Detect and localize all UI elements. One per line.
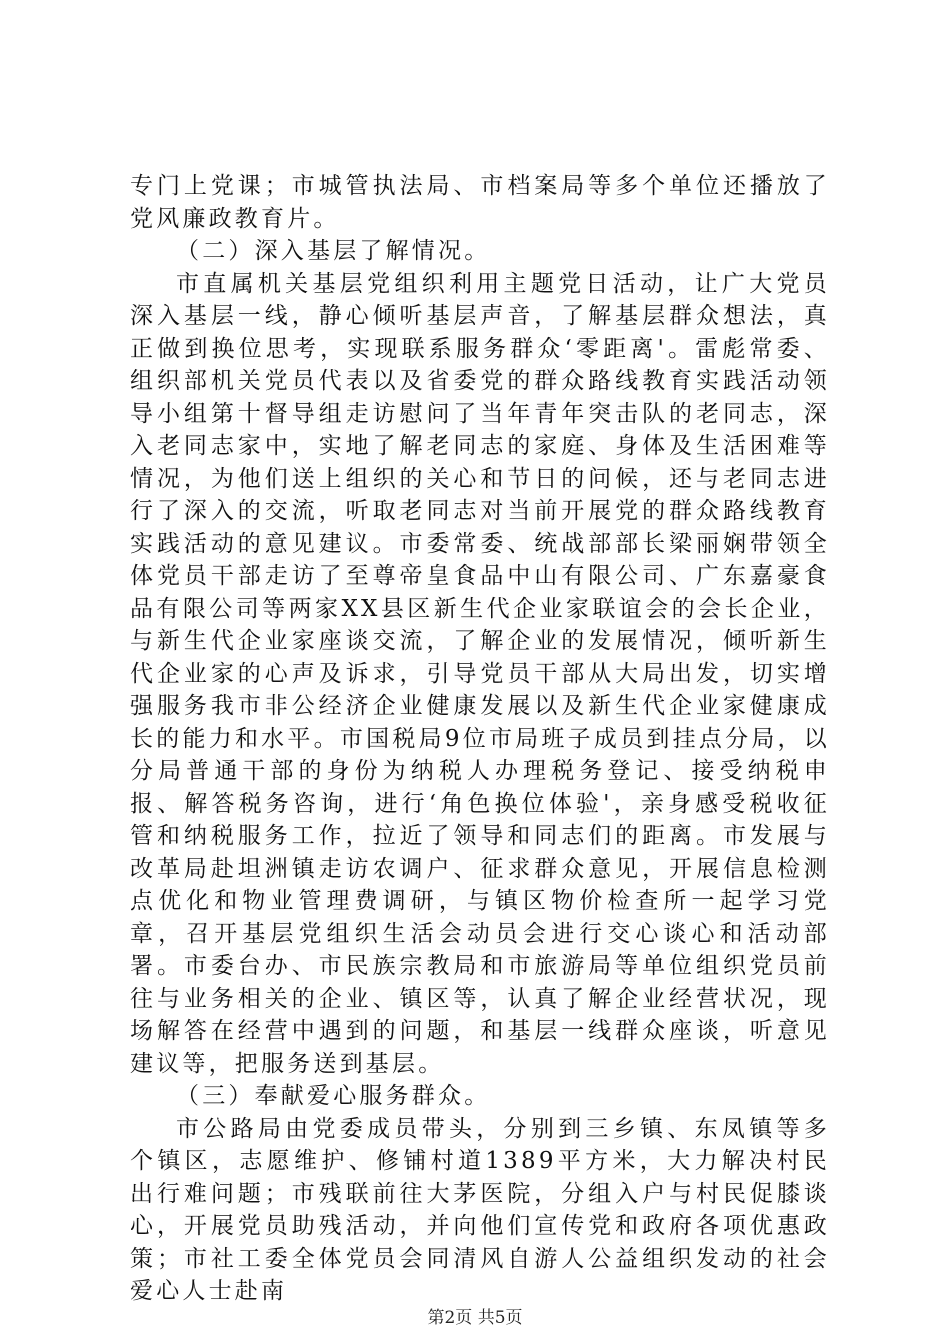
section-heading-2: （二）深入基层了解情况。 — [176, 238, 491, 264]
page-number-footer: 第2页 共5页 — [427, 1308, 523, 1328]
document-body — [130, 170, 830, 1308]
paragraph-2: 市直属机关基层党组织利用主题党日活动，让广大党员深入基层一线，静心倾听基层声音，了解基层群众想法，真正做到换位思考，实现联系服务群众‘零距离'。雷彪常委、组织部机关党员代表以及省委党的群众路线教育实践活动领导小组第十督导组走访慰问了当年青年突击队的老同志，深入老同志家中，实地了解老同志的家庭、身体及生活困难等情况，为他们送上组织的关心和节日的问候，还与老同志进行了深入的交流，听取老同志对当前开展党的群众路线教育实践活动的意见建议。市委常委、统战部部长梁丽娴带领全体党员干部走访了至尊帝皇食品中山有限公司、广东嘉豪食品有限公司等两家XX县区新生代企业家联谊会的会长企业，与新生代企业家座谈交流，了解企业的发展情况，倾听新生代企业家的心声及诉求，引导党员干部从大局出发，切实增强服务我市非公经济企业健康发展以及新生代企业家健康成长的能力和水平。市国税局9位市局班子成员到挂点分局，以分局普通干部的身份为纳税人办理税务登记、接受纳税申报、解答税务咨询，进行‘角色换位体验'，亲身感受税收征管和纳税服务工作，拉近了领导和同志们的距离。市发展与改革局赴坦洲镇走访农调户、征求群众意见，开展信息检测点优化和物业管理费调研，与镇区物价检查所一起学习党章，召开基层党组织生活会动员会进行交心谈心和活动部署。市委台办、市民族宗教局和市旅游局等单位组织党员前往与业务相关的企业、镇区等，认真了解企业经营状况，现场解答在经营中遇到的问题，和基层一线群众座谈，听意见建议等，把服务送到基层。 — [130, 270, 830, 1077]
section-heading-3: （三）奉献爱心服务群众。 — [176, 1083, 491, 1109]
paragraph-3: 市公路局由党委成员带头，分别到三乡镇、东凤镇等多个镇区，志愿维护、修铺村道1389平方米，大力解决村民出行难问题；市残联前往大茅医院，分组入户与村民促膝谈心，开展党员助残活动，并向他们宣传党和政府各项优惠政策；市社工委全体党员会同清风自游人公益组织发动的社会爱心人士赴南 — [130, 1115, 830, 1304]
paragraph-1: 专门上党课；市城管执法局、市档案局等多个单位还播放了党风廉政教育片。 — [130, 173, 830, 232]
